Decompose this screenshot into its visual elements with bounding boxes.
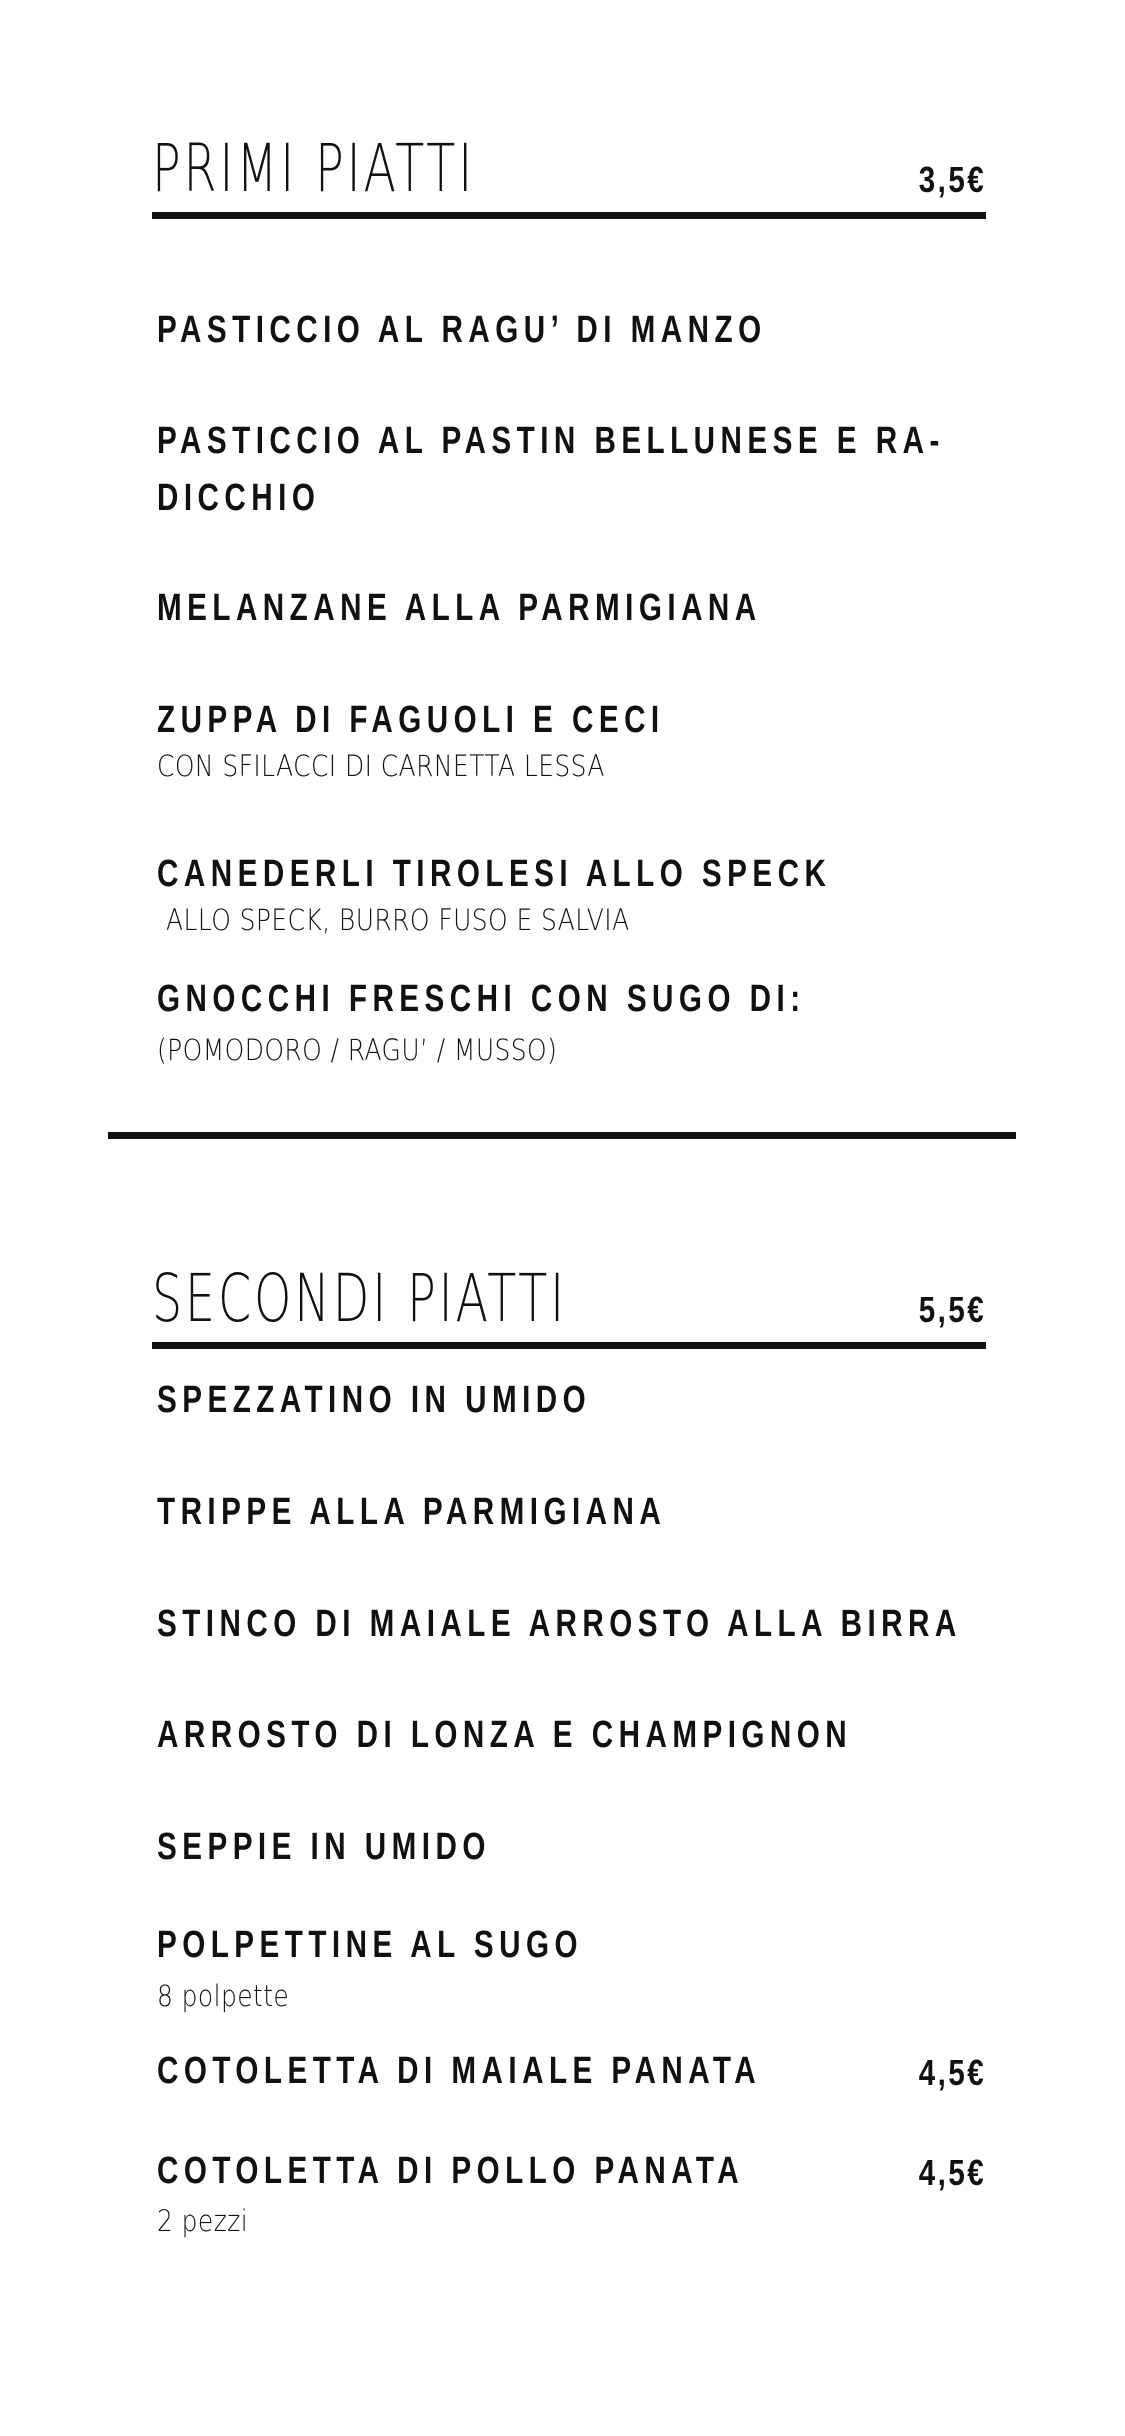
section-title: PRIMI PIATTI — [152, 130, 476, 207]
section-price: 5,5€ — [918, 1289, 986, 1330]
menu-item-price: 4,5€ — [918, 2152, 986, 2193]
menu-item-name: COTOLETTA DI MAIALE PANATA — [157, 2050, 762, 2092]
menu-item-name: STINCO DI MAIALE ARROSTO ALLA BIRRA — [157, 1603, 962, 1645]
menu-item-name: TRIPPE ALLA PARMIGIANA — [157, 1491, 667, 1533]
section-divider — [108, 1132, 1016, 1139]
section-price: 3,5€ — [918, 159, 986, 200]
menu-item-name: COTOLETTA DI POLLO PANATA — [157, 2150, 745, 2192]
menu-item-name: PASTICCIO AL PASTIN BELLUNESE E RA- — [157, 420, 945, 462]
menu-item-description: 2 pezzi — [157, 2204, 249, 2238]
menu-item-name: MELANZANE ALLA PARMIGIANA — [157, 587, 762, 629]
menu-item-description: (POMODORO / RAGU’ / MUSSO) — [157, 1033, 558, 1067]
menu-item-name: ZUPPA DI FAGUOLI E CECI — [157, 699, 665, 741]
menu-item-name: POLPETTINE AL SUGO — [157, 1924, 584, 1966]
menu-item-description: ALLO SPECK, BURRO FUSO E SALVIA — [166, 903, 630, 937]
primi-piatti-header — [152, 120, 986, 219]
menu-item-price: 4,5€ — [918, 2052, 986, 2093]
menu-item-name: ARROSTO DI LONZA E CHAMPIGNON — [157, 1714, 853, 1756]
menu-item-name: CANEDERLI TIROLESI ALLO SPECK — [157, 853, 832, 895]
secondi-piatti-header — [152, 1250, 986, 1349]
menu-item-name: SEPPIE IN UMIDO — [157, 1826, 491, 1868]
menu-item-name: SPEZZATINO IN UMIDO — [157, 1379, 592, 1421]
section-title: SECONDI PIATTI — [152, 1260, 568, 1337]
menu-item-description: 8 polpette — [157, 1979, 290, 2013]
menu-item-name-continued: DICCHIO — [157, 477, 321, 519]
menu-item-description: CON SFILACCI DI CARNETTA LESSA — [157, 749, 605, 783]
menu-item-name: PASTICCIO AL RAGU’ DI MANZO — [157, 309, 767, 351]
menu-item-name: GNOCCHI FRESCHI CON SUGO DI: — [157, 978, 806, 1020]
